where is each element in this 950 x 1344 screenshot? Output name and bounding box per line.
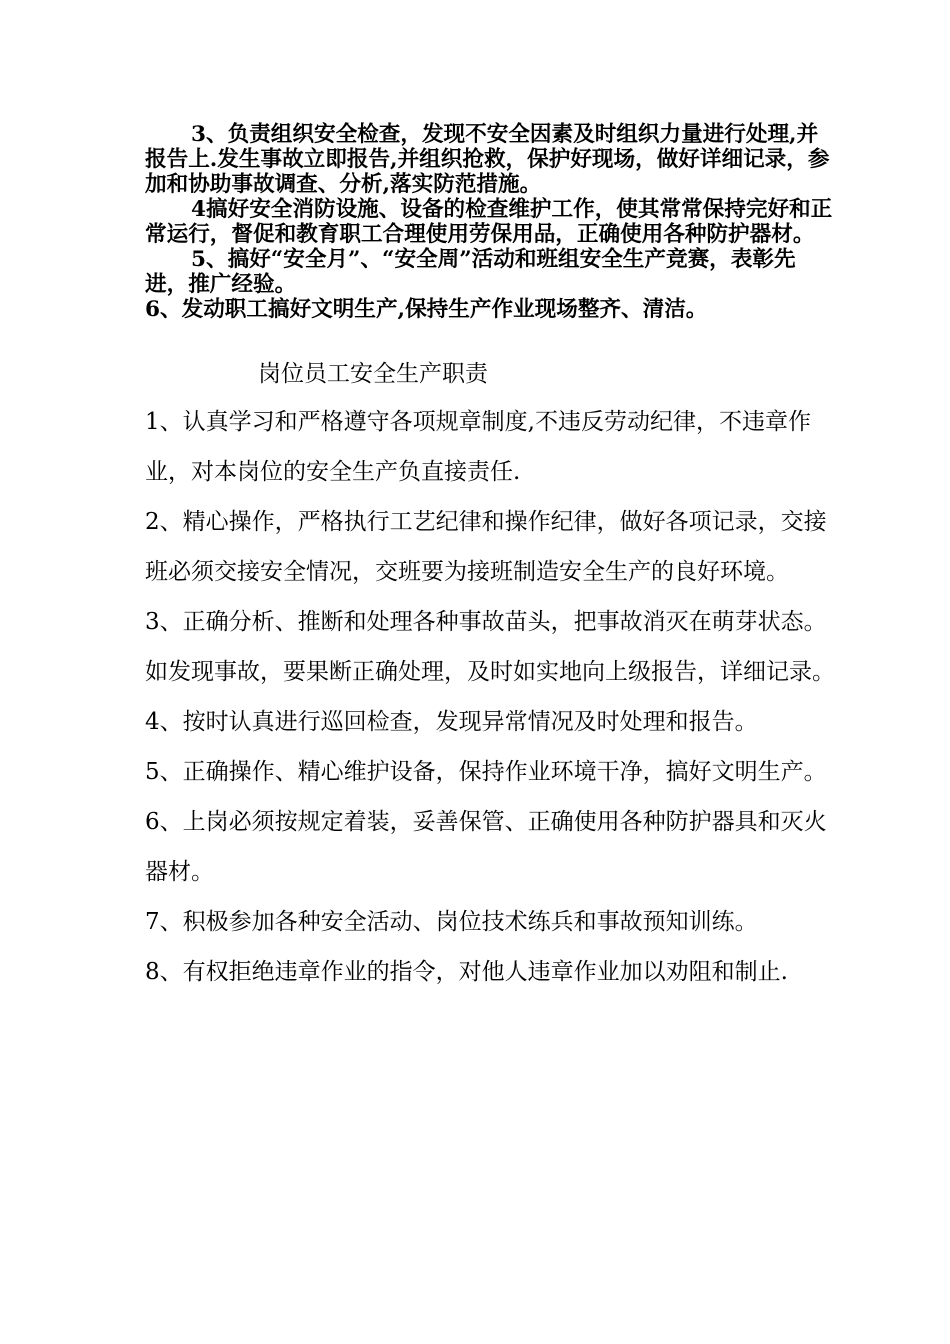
duty-item-5: 5、搞好“安全月”、“安全周”活动和班组安全生产竞赛，表彰先进，推广经验。: [145, 247, 796, 297]
staff-duty-item-1: 1、认真学习和严格遵守各项规章制度,不违反劳动纪律，不违章作业，对本岗位的安全生产负直接责任.: [145, 409, 811, 485]
staff-duty-item-4: 4、按时认真进行巡回检查，发现异常情况及时处理和报告。: [145, 709, 758, 735]
staff-duty-item-7: 7、积极参加各种安全活动、岗位技术练兵和事故预知训练。: [145, 909, 758, 935]
duty-item-3: 3、负责组织安全检查，发现不安全因素及时组织力量进行处理,并报告上.发生事故立即报告,并组织抢救，保护好现场，做好详细记录，参加和协助事故调查、分析,落实防范措施。: [145, 122, 830, 197]
staff-duties-list: [145, 397, 845, 997]
staff-duty-item-3: 3、正确分析、推断和处理各种事故苗头，把事故消灭在萌芽状态。如发现事故，要果断正确处理，及时如实地向上级报告，详细记录。: [145, 609, 835, 685]
duty-item-4: 4搞好安全消防设施、设备的检查维护工作，使其常常保持完好和正常运行，督促和教育职工合理使用劳保用品，正确使用各种防护器材。: [145, 197, 833, 247]
duty-item-6: 6、发动职工搞好文明生产,保持生产作业现场整齐、清洁。: [145, 297, 708, 322]
staff-duty-item-2: 2、精心操作，严格执行工艺纪律和操作纪律，做好各项记录，交接班必须交接安全情况，交班要为接班制造安全生产的良好环境。: [145, 509, 827, 585]
staff-duty-item-8: 8、有权拒绝违章作业的指令，对他人违章作业加以劝阻和制止.: [145, 959, 788, 985]
staff-duty-item-5: 5、正确操作、精心维护设备，保持作业环境干净，搞好文明生产。: [145, 759, 827, 785]
safety-officer-duties: [145, 122, 835, 322]
section-title: 岗位员工安全生产职责: [258, 361, 488, 387]
staff-duty-item-6: 6、上岗必须按规定着装，妥善保管、正确使用各种防护器具和灭火器材。: [145, 809, 827, 885]
